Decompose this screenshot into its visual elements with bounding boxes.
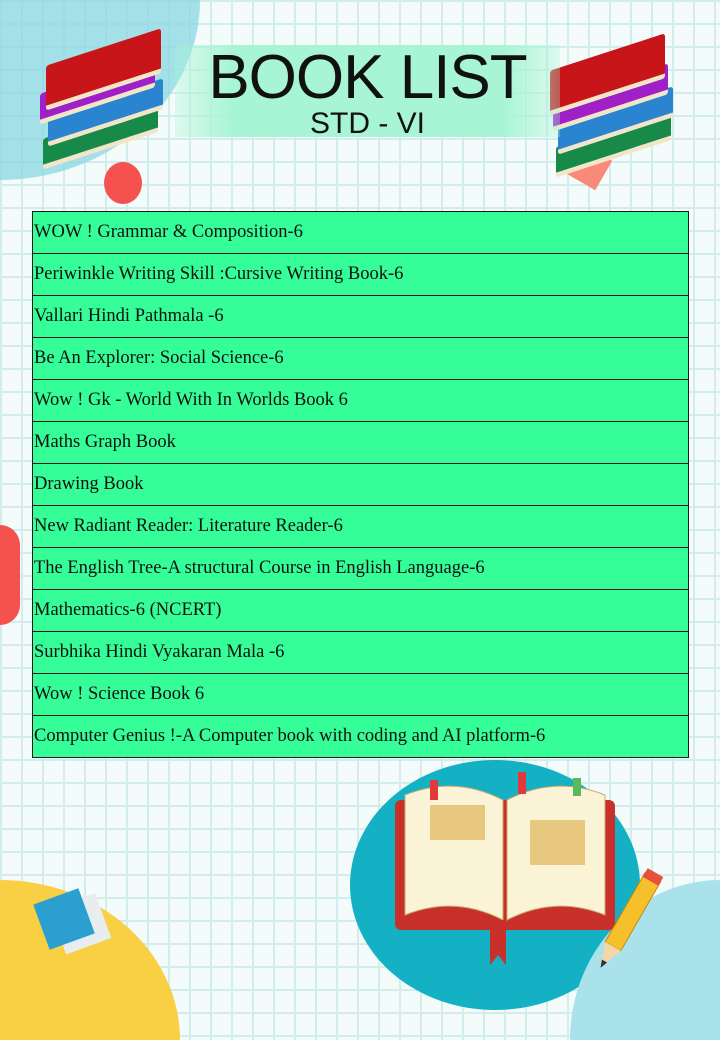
open-book-icon xyxy=(390,770,620,970)
page-subtitle: STD - VI xyxy=(309,107,425,140)
book-title: The English Tree-A structural Course in English Language-6 xyxy=(33,548,689,590)
book-title: Surbhika Hindi Vyakaran Mala -6 xyxy=(33,632,689,674)
book-title: Be An Explorer: Social Science-6 xyxy=(33,338,689,380)
book-title: Periwinkle Writing Skill :Cursive Writing Book-6 xyxy=(33,254,689,296)
table-row xyxy=(33,716,689,758)
book-title: WOW ! Grammar & Composition-6 xyxy=(33,212,689,254)
table-row xyxy=(33,590,689,632)
book-title: Wow ! Gk - World With In Worlds Book 6 xyxy=(33,380,689,422)
book-title: Mathematics-6 (NCERT) xyxy=(33,590,689,632)
book-title: Computer Genius !-A Computer book with coding and AI platform-6 xyxy=(33,716,689,758)
title-banner xyxy=(175,43,560,140)
red-dot-decoration xyxy=(104,162,142,204)
yellow-circle-decoration xyxy=(0,880,180,1040)
table-row xyxy=(33,254,689,296)
book-title: Drawing Book xyxy=(33,464,689,506)
table-row xyxy=(33,464,689,506)
table-row xyxy=(33,548,689,590)
book-stack-right-icon xyxy=(548,30,678,170)
book-title: Wow ! Science Book 6 xyxy=(33,674,689,716)
table-row xyxy=(33,674,689,716)
table-row xyxy=(33,296,689,338)
table-row xyxy=(33,506,689,548)
pencil-icon xyxy=(590,865,665,980)
table-row xyxy=(33,422,689,464)
book-stack-left-icon xyxy=(38,25,168,165)
book-list-table xyxy=(32,211,689,758)
page-title: BOOK LIST xyxy=(208,43,527,112)
table-row xyxy=(33,338,689,380)
red-semicircle-decoration xyxy=(0,525,20,625)
book-title: Maths Graph Book xyxy=(33,422,689,464)
table-row xyxy=(33,212,689,254)
book-title: Vallari Hindi Pathmala -6 xyxy=(33,296,689,338)
table-row xyxy=(33,632,689,674)
book-title: New Radiant Reader: Literature Reader-6 xyxy=(33,506,689,548)
table-row xyxy=(33,380,689,422)
